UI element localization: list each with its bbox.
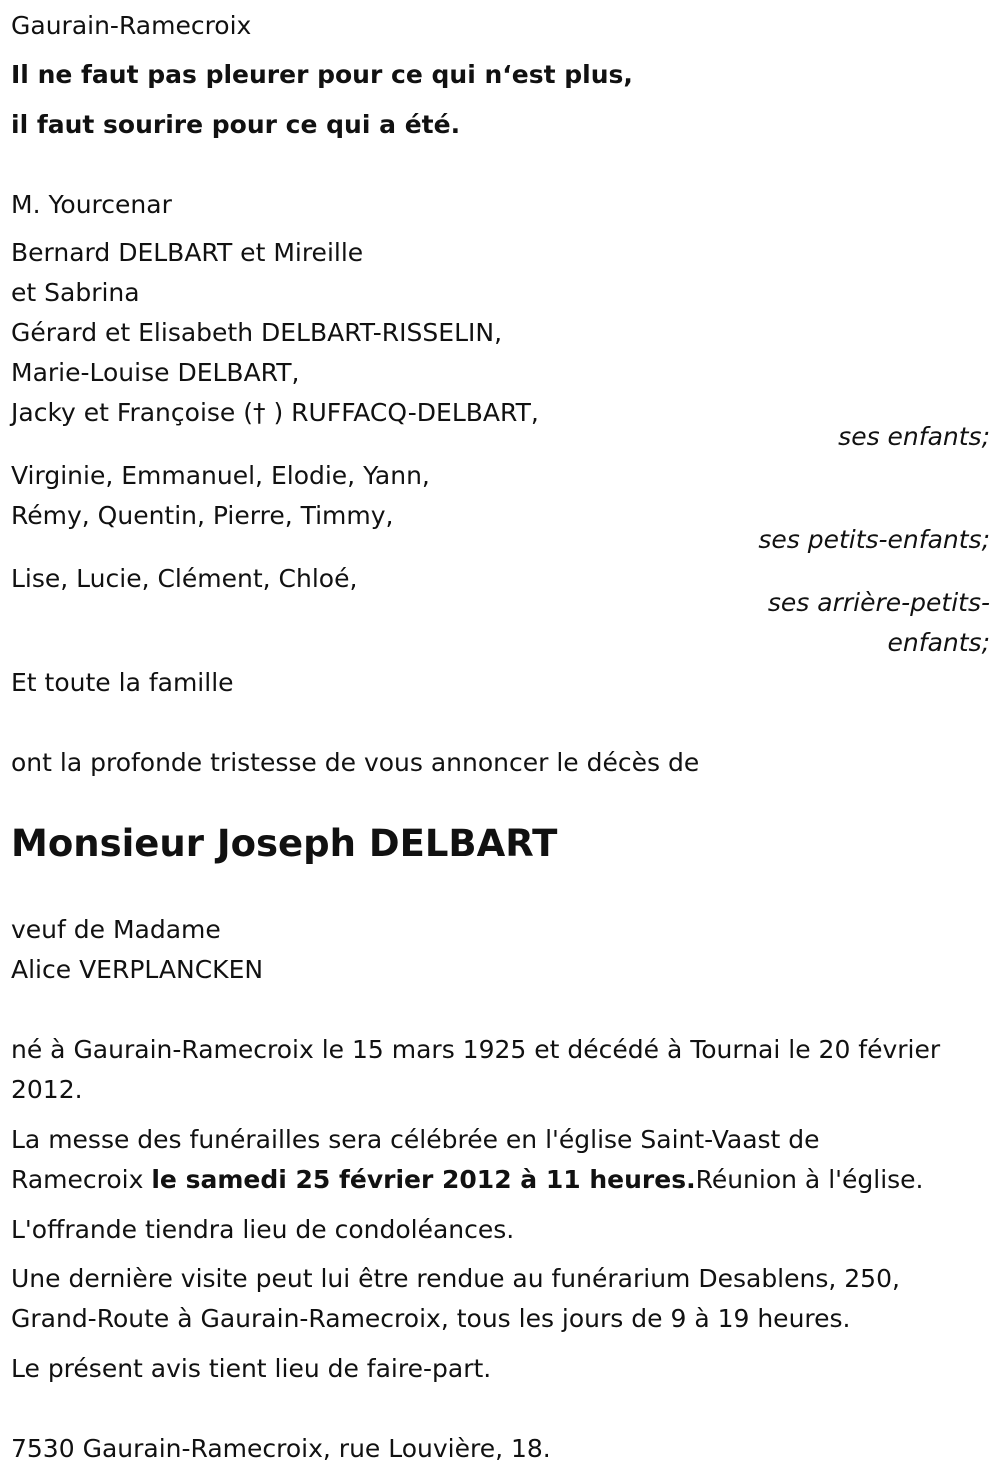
grandchildren-line-2: Rémy, Quentin, Pierre, Timmy,	[11, 501, 394, 530]
children-line-1: Bernard DELBART et Mireille	[11, 238, 364, 267]
deceased-name: Monsieur Joseph DELBART	[11, 822, 558, 865]
family-line: Et toute la famille	[11, 668, 234, 697]
mass-date-time: le samedi 25 février 2012 à 11 heures.	[151, 1165, 696, 1194]
widower-line-2: Alice VERPLANCKEN	[11, 955, 264, 984]
grandchildren-line-1: Virginie, Emmanuel, Elodie, Yann,	[11, 461, 430, 490]
children-line-4: Marie-Louise DELBART,	[11, 358, 300, 387]
quote-line-2: il faut sourire pour ce qui a été.	[11, 110, 461, 139]
header-town: Gaurain-Ramecroix	[11, 11, 252, 40]
birth-death-line-1: né à Gaurain-Ramecroix le 15 mars 1925 et décédé à Tournai le 20 février	[11, 1035, 941, 1064]
address-line: 7530 Gaurain-Ramecroix, rue Louvière, 18.	[11, 1434, 551, 1463]
quote-author: M. Yourcenar	[11, 190, 172, 219]
children-role: ses enfants;	[838, 422, 990, 451]
great-grandchildren-role-line-1: ses arrière-petits-	[767, 588, 990, 617]
quote-line-1: Il ne faut pas pleurer pour ce qui n‘est plus,	[11, 60, 633, 89]
widower-line-1: veuf de Madame	[11, 915, 221, 944]
children-line-2: et Sabrina	[11, 278, 140, 307]
visit-line-2: Grand-Route à Gaurain-Ramecroix, tous les jours de 9 à 19 heures.	[11, 1304, 851, 1333]
children-line-5: Jacky et Françoise († ) RUFFACQ-DELBART,	[11, 398, 539, 427]
children-line-3: Gérard et Elisabeth DELBART-RISSELIN,	[11, 318, 503, 347]
birth-death-line-2: 2012.	[11, 1075, 83, 1104]
announcement-line: ont la profonde tristesse de vous annoncer le décès de	[11, 748, 700, 777]
mass-line-2-end: Réunion à l'église.	[695, 1165, 924, 1194]
offering-line: L'offrande tiendra lieu de condoléances.	[11, 1215, 515, 1244]
grandchildren-role: ses petits-enfants;	[758, 525, 990, 554]
mass-line-2-start: Ramecroix	[11, 1165, 152, 1194]
mass-line-1: La messe des funérailles sera célébrée en l'église Saint-Vaast de	[11, 1125, 820, 1154]
great-grandchildren-line: Lise, Lucie, Clément, Chloé,	[11, 564, 358, 593]
faire-part-line: Le présent avis tient lieu de faire-part.	[11, 1354, 492, 1383]
visit-line-1: Une dernière visite peut lui être rendue au funérarium Desablens, 250,	[11, 1264, 900, 1293]
mass-line-2	[11, 1165, 924, 1195]
great-grandchildren-role-line-2: enfants;	[887, 628, 990, 657]
